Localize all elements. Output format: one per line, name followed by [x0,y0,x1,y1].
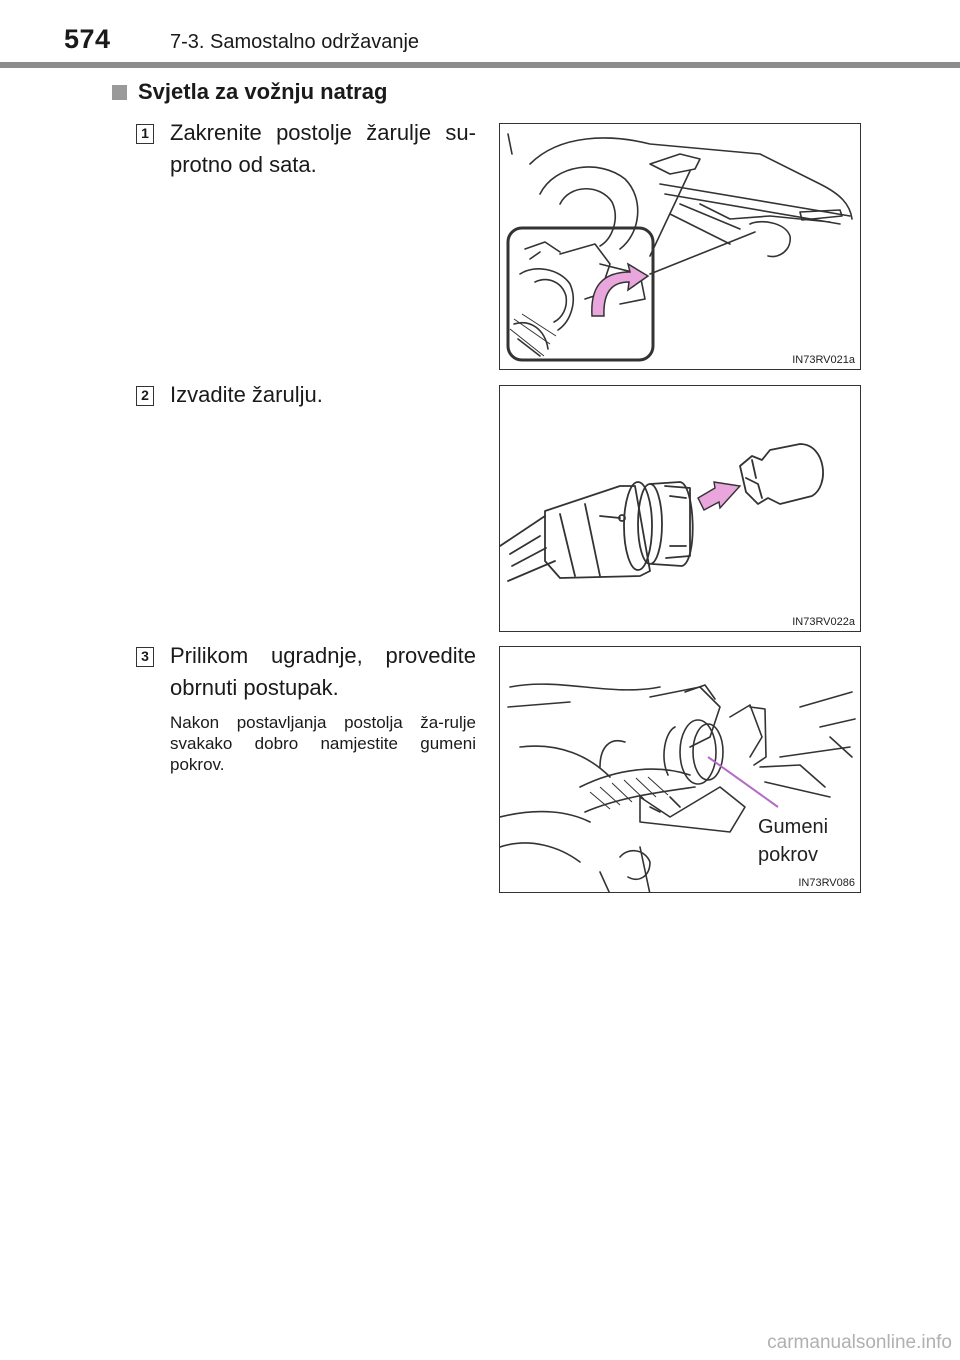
section-title: 7-3. Samostalno održavanje [170,31,420,53]
figure-rubber-cover [499,646,861,893]
step-note-3: Nakon postavljanja postolja ža-rulje svakako dobro namjestite gumeni pokrov. [170,713,476,774]
figure-illustration-1 [500,124,861,370]
step-badge-1: 1 [136,124,154,144]
callout-line-2: pokrov [758,844,819,866]
callout-rubber-cover [758,813,828,869]
figure-remove-bulb [499,385,861,632]
page-number: 574 [64,24,111,54]
figure-rotate-bulb-socket [499,123,861,370]
subheading-text: Svjetla za vožnju natrag [138,79,388,104]
step-badge-3: 3 [136,647,154,667]
step-text-3: Prilikom ugradnje, provedite obrnuti postupak. [170,643,476,700]
watermark: carmanualsonline.info [767,1332,952,1353]
subheading [112,79,387,105]
figure-code-1: IN73RV021a [792,354,855,366]
square-bullet-icon [112,85,127,100]
figure-code-3: IN73RV086 [798,877,855,889]
step-badge-2: 2 [136,386,154,406]
step-text-2: Izvadite žarulju. [170,382,323,407]
header-rule [0,62,960,68]
step-text-1: Zakrenite postolje žarulje su-protno od sata. [170,120,476,177]
page-header [0,0,960,70]
figure-illustration-2 [500,386,861,632]
pull-arrow-icon [698,482,740,510]
figure-code-2: IN73RV022a [792,616,855,628]
callout-line-1: Gumeni [758,816,829,838]
rotate-arrow-icon [592,264,648,316]
